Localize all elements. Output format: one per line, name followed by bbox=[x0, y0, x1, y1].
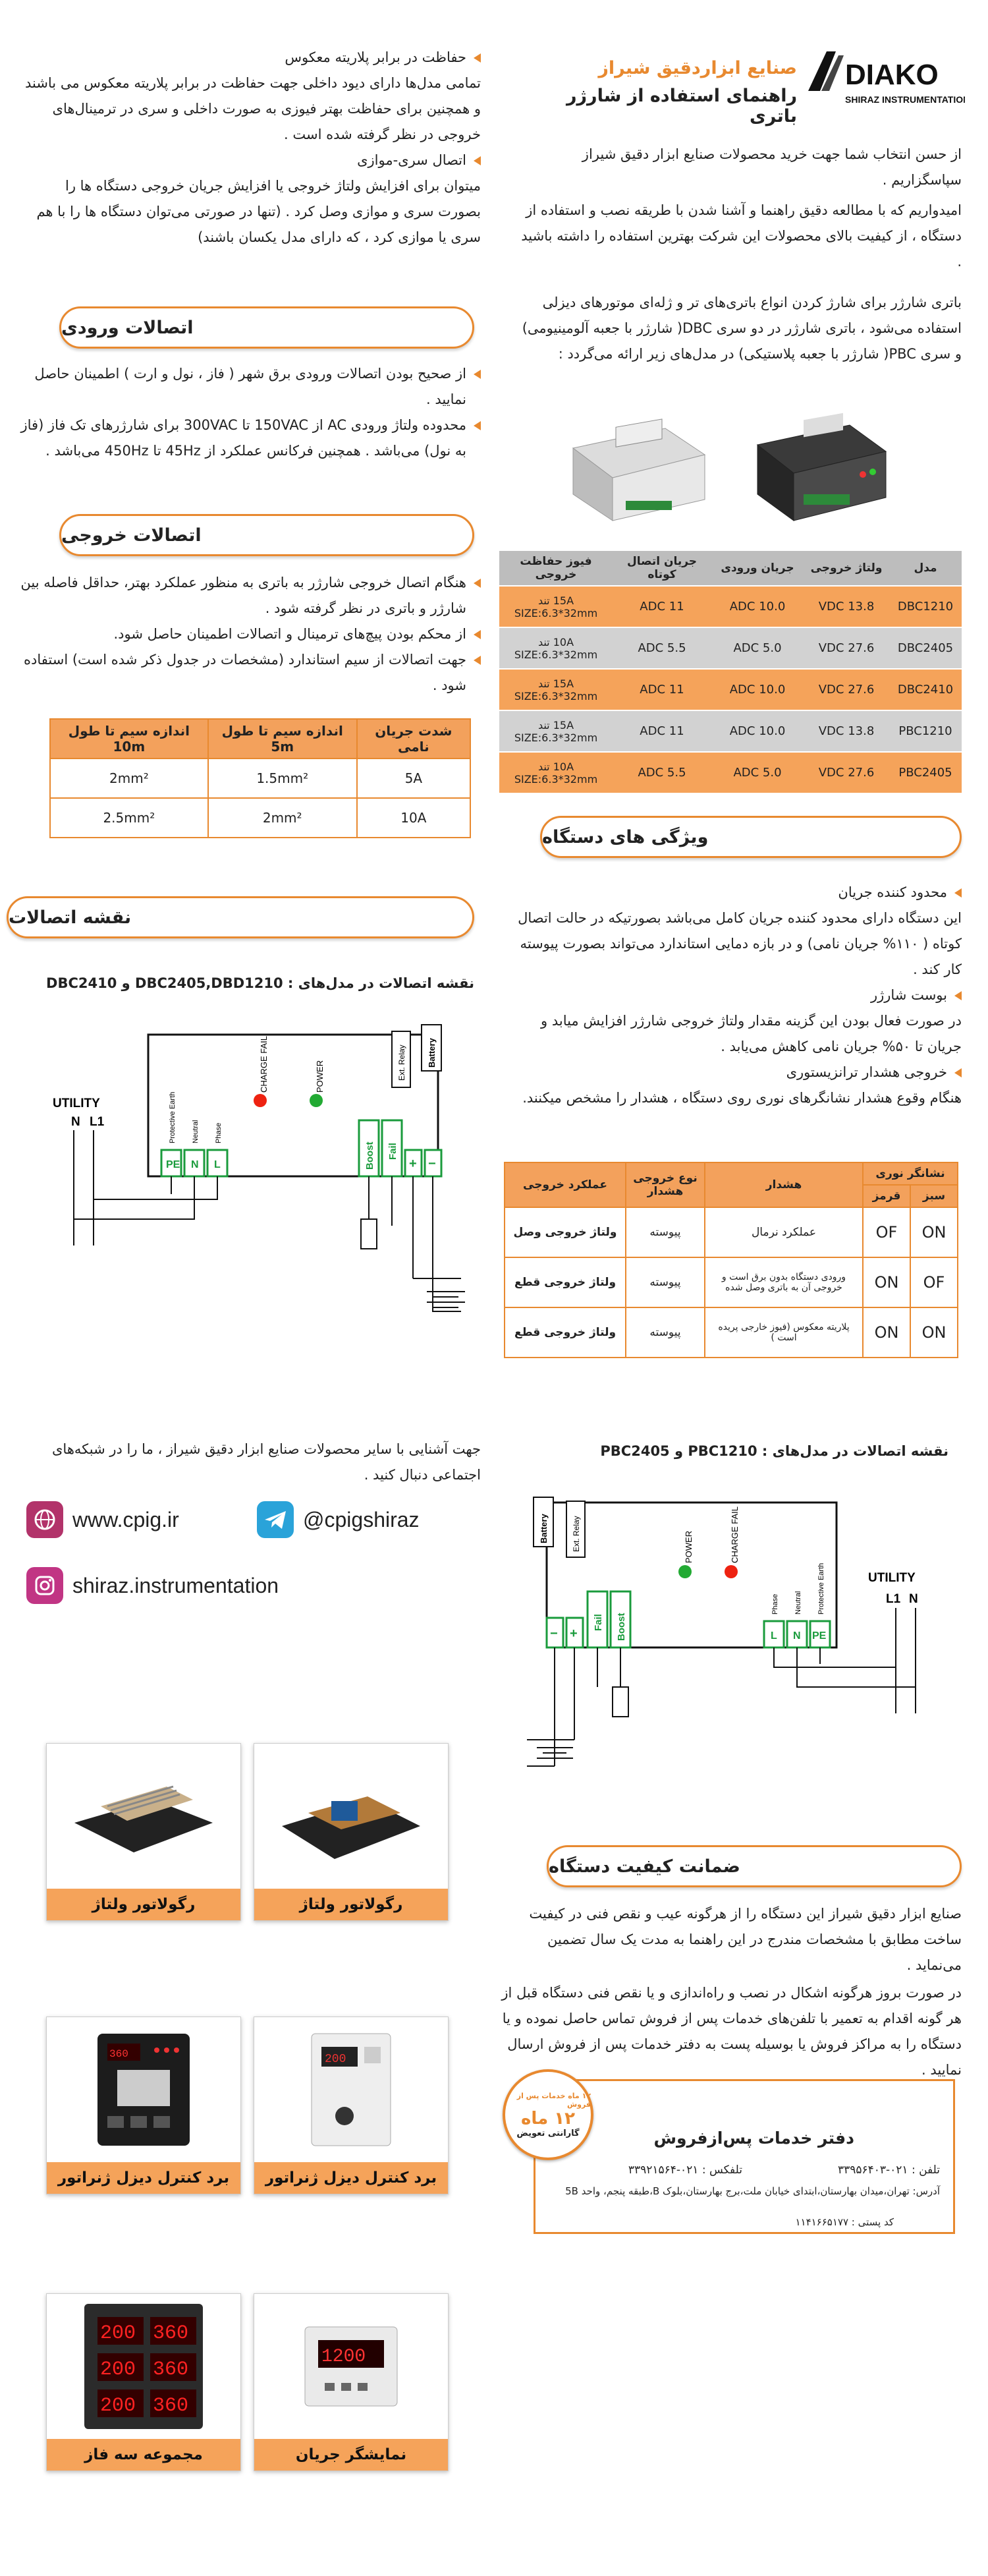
warranty-p1: صنایع ابزار دقیق شیراز این دستگاه را از هرگونه عیب و نقص فنی در کیفیت ساخت مطابق با مشخصات مندرج در این راهنما به مدت یک سال تضمین می‌نماید . bbox=[529, 1906, 962, 1973]
table-row: DBC1210 13.8 VDC 10.0 ADC 11 ADC 15A تند SIZE:6.3*32mm bbox=[499, 586, 962, 627]
svg-text:L: L bbox=[771, 1630, 777, 1642]
svg-text:Fail: Fail bbox=[593, 1614, 604, 1631]
intro-p3: باتری شارژر برای شارژ کردن انواع باتری‌های تر و ژله‌ای موتورهای دیزلی استفاده می‌شود ، باتری شارژر در دو سری DBC( شارژر با جعبه آلومینیومی) و سری PBC( شارژر با جعبه پلاستیکی) در مدل‌های زیر ارائه می‌گردد : bbox=[522, 295, 962, 362]
doc-title: راهنمای استفاده از شارژر باتری bbox=[566, 86, 797, 127]
table-row: 5A 1.5mm² 2mm² bbox=[50, 758, 470, 798]
charger-image-plastic bbox=[738, 395, 896, 534]
svg-text:+: + bbox=[570, 1626, 578, 1641]
service-box bbox=[534, 2079, 955, 2234]
table-row: PBC2405 27.6 VDC 5.0 ADC 5.5 ADC 10A تند SIZE:6.3*32mm bbox=[499, 752, 962, 793]
svg-text:−: − bbox=[550, 1626, 558, 1641]
wiring-diagram-pbc bbox=[514, 1489, 962, 1819]
brand-title: صنایع ابزاردقیق شیراز bbox=[598, 58, 797, 78]
svg-text:N: N bbox=[71, 1115, 80, 1129]
svg-text:Neutral: Neutral bbox=[794, 1591, 802, 1615]
svg-text:UTILITY: UTILITY bbox=[53, 1097, 100, 1110]
service-postal: کد پستی : ۱۱۴۱۶۶۵۱۷۷ bbox=[795, 2216, 894, 2228]
product-card[interactable]: 1200 نمایشگر جریان bbox=[254, 2293, 449, 2471]
output-heading: اتصالات خروجی bbox=[59, 514, 474, 556]
spec-header: فیوز حفاظت خروجی bbox=[499, 551, 613, 586]
svg-text:L: L bbox=[214, 1159, 221, 1170]
svg-text:CHARGE FAIL: CHARGE FAIL bbox=[730, 1506, 740, 1563]
spec-header: ولتاژ خروجی bbox=[804, 551, 889, 586]
table-row: PBC1210 13.8 VDC 10.0 ADC 11 ADC 15A تند SIZE:6.3*32mm bbox=[499, 710, 962, 752]
svg-text:1200: 1200 bbox=[321, 2347, 366, 2367]
spec-header: مدل bbox=[889, 551, 962, 586]
svg-text:POWER: POWER bbox=[315, 1060, 325, 1093]
service-title: دفتر خدمات پس‌ازفروش bbox=[653, 2129, 854, 2148]
social-intro: جهت آشنایی با سایر محصولات صنایع ابزار دقیق شیراز ، ما را در شبکه‌های اجتماعی دنبال کنید . bbox=[51, 1441, 481, 1483]
spec-table bbox=[499, 551, 962, 794]
product-card[interactable]: 200 برد کنترل دیزل ژنراتور bbox=[254, 2017, 449, 2194]
svg-text:200: 200 bbox=[100, 2322, 136, 2345]
product-card[interactable]: رگولاتور ولتاژ bbox=[254, 1743, 449, 1921]
svg-text:200: 200 bbox=[100, 2395, 136, 2417]
svg-text:N: N bbox=[909, 1592, 918, 1606]
svg-text:POWER: POWER bbox=[684, 1530, 694, 1563]
svg-text:200: 200 bbox=[100, 2359, 136, 2381]
logo bbox=[807, 46, 965, 112]
input-heading: اتصالات ورودی bbox=[59, 306, 474, 349]
charger-image-aluminum bbox=[553, 402, 718, 534]
feature-body: این دستگاه دارای محدود کننده جریان کامل می‌باشد بصورتیکه در حالت اتصال کوتاه ( ۱۱۰% جریان نامی) و در بازه دمایی استاندارد می‌تواند بصورت پیوسته کار کند . bbox=[518, 910, 962, 977]
table-row: 10A 2mm² 2.5mm² bbox=[50, 798, 470, 838]
instagram-link[interactable]: shiraz.instrumentation bbox=[26, 1567, 279, 1604]
protection-text bbox=[20, 45, 481, 250]
protection-title: حفاظت در برابر پلاریته معکوس bbox=[20, 45, 481, 71]
wire-table: شدت جریان نامی اندازه سیم تا طول 5m اندازه سیم تا طول 10m 5A 1.5mm² 2mm² 10A 2mm² 2.5mm² bbox=[49, 718, 471, 838]
warranty-heading: ضمانت کیفیت دستگاه bbox=[547, 1845, 962, 1887]
led-table: نشانگر نوری هشدار نوع خروجی هشدار عملکرد خروجی سبز قرمز ON OF عملکرد نرمال پیوسته ولتاژ خروجی وصل OF ON ورودی دستگاه بدون برق است و خروجی آن به باتری وصل شده پیوسته ولتاژ خروجی قطع ON ON پلاریته معکوس (فیوز خارجی پریده است ) پیوسته ولتاژ خروجی قطع bbox=[504, 1162, 958, 1358]
table-row: ON ON پلاریته معکوس (فیوز خارجی پریده است ) پیوسته ولتاژ خروجی قطع bbox=[505, 1307, 958, 1358]
svg-text:PE: PE bbox=[812, 1630, 827, 1642]
table-row: ON OF عملکرد نرمال پیوسته ولتاژ خروجی وصل bbox=[505, 1207, 958, 1257]
connection-caption-pbc: نقشه اتصالات در مدل‌های : PBC1210 و PBC2405 bbox=[600, 1443, 948, 1459]
product-card[interactable]: 360 برد کنترل دیزل ژنراتور bbox=[46, 2017, 241, 2194]
globe-icon bbox=[26, 1501, 63, 1538]
service-address: آدرس: تهران،میدان بهارستان،ابتدای خیابان ملت،برج بهارستان،بلوک B،طبقه پنجم، واحد 5B bbox=[565, 2185, 940, 2197]
svg-text:200: 200 bbox=[325, 2053, 346, 2066]
product-card[interactable]: رگولاتور ولتاژ bbox=[46, 1743, 241, 1921]
spec-header: جریان اتصال کوتاه bbox=[613, 551, 711, 586]
wiring-diagram-dbc bbox=[40, 1021, 474, 1338]
svg-text:PE: PE bbox=[166, 1159, 180, 1170]
product-card[interactable]: 200 360 200 360 200 360 مجموعه سه فاز bbox=[46, 2293, 241, 2471]
connection-caption-dbc: نقشه اتصالات در مدل‌های : DBC2405,DBD1210 و DBC2410 bbox=[46, 975, 474, 991]
feature-title: بوست شارژر bbox=[507, 983, 962, 1008]
svg-text:UTILITY: UTILITY bbox=[868, 1571, 916, 1585]
svg-text:CHARGE FAIL: CHARGE FAIL bbox=[259, 1036, 269, 1093]
svg-text:Ext. Relay: Ext. Relay bbox=[572, 1516, 581, 1552]
warranty-p2: در صورت بروز هرگونه اشکال در نصب و راه‌اندازی و یا نقص فنی دستگاه قبل از هر گونه اقدام به تعمیر با تلفن‌های خدمات پس از فروش تماس حاصل نموده و یا دستگاه را به مراکز فروش یا بوسیله پست به دفتر خدمات پس از فروش ارسال نمایید . bbox=[501, 1985, 962, 2078]
intro-p1: از حسن انتخاب شما جهت خرید محصولات صنایع ابزار دقیق شیراز سپاسگزاریم . bbox=[582, 146, 962, 188]
table-row: DBC2410 27.6 VDC 10.0 ADC 11 ADC 15A تند SIZE:6.3*32mm bbox=[499, 669, 962, 710]
feature-title: خروجی هشدار ترانزیستوری bbox=[507, 1060, 962, 1085]
svg-text:Battery: Battery bbox=[539, 1514, 549, 1543]
service-fax: تلفکس : ۰۲۱-۳۳۹۲۱۵۶۴ bbox=[628, 2163, 742, 2177]
svg-text:+: + bbox=[409, 1157, 417, 1171]
feature-body: در صورت فعال بودن این گزینه مقدار ولتاژ خروجی شارژر افزایش میابد و جریان تا ۵۰% جریان نامی کاهش می‌یابد . bbox=[541, 1013, 962, 1054]
svg-text:Fail: Fail bbox=[387, 1143, 398, 1160]
warranty-badge: ۱۲ ماه خدمات پس از فروش ۱۲ ماه گارانتی تعویض bbox=[503, 2069, 593, 2160]
svg-text:Protective Earth: Protective Earth bbox=[817, 1562, 825, 1615]
svg-text:N: N bbox=[191, 1159, 199, 1170]
table-row: OF ON ورودی دستگاه بدون برق است و خروجی آن به باتری وصل شده پیوسته ولتاژ خروجی قطع bbox=[505, 1257, 958, 1307]
svg-text:360: 360 bbox=[153, 2322, 189, 2345]
intro-p2: امیدواریم که با مطالعه دقیق راهنما و آشنا شدن با طریقه نصب و استفاده از دستگاه ، از کیفیت بالای محصولات این شرکت بهترین استفاده را داشته باشید . bbox=[521, 202, 962, 270]
svg-text:Phase: Phase bbox=[771, 1593, 779, 1615]
input-text: از صحیح بودن اتصالات ورودی برق شهر ( فاز ، نول و ارت ) اطمینان حاصل نمایید . محدوده ولتاژ ورودی AC از 150VAC تا 300VAC برای شارژرهای تک فاز (فاز به نول) می‌باشد . همچنین فرکانس عملکرد از 45Hz تا 450Hz می‌باشد . bbox=[20, 361, 481, 464]
svg-text:Neutral: Neutral bbox=[192, 1120, 200, 1143]
spec-header: جریان ورودی bbox=[711, 551, 804, 586]
series-parallel-title: اتصال سری-موازی bbox=[20, 148, 481, 173]
connection-map-heading: نقشه اتصالات bbox=[7, 896, 474, 938]
svg-text:360: 360 bbox=[153, 2395, 189, 2417]
svg-text:360: 360 bbox=[153, 2359, 189, 2381]
logo-sub: SHIRAZ INSTRUMENTATION bbox=[845, 94, 965, 105]
svg-text:Phase: Phase bbox=[215, 1122, 223, 1143]
svg-text:Protective Earth: Protective Earth bbox=[169, 1091, 177, 1143]
feature-title: محدود کننده جریان bbox=[507, 880, 962, 905]
series-parallel-body: میتوان برای افزایش ولتاژ خروجی یا افزایش جریان خروجی دستگاه ها را بصورت سری و موازی وصل کرد . (تنها در صورتی می‌توان دستگاه ها را با هم سری یا موازی کرد ، که دارای مدل یکسان باشند) bbox=[36, 178, 481, 245]
svg-text:360: 360 bbox=[109, 2048, 128, 2060]
output-text: هنگام اتصال خروجی شارژر به باتری به منظور عملکرد بهتر، حداقل فاصله بین شارژر و باتری در نظر گرفته شود . از محکم بودن پیچ‌های ترمینال و اتصالات اطمینان حاصل شود. جهت اتصالات از سیم استاندارد (مشخصات در جدول ذکر شده است) استفاده شود . bbox=[20, 570, 481, 699]
svg-text:Battery: Battery bbox=[427, 1038, 437, 1068]
website-link[interactable]: www.cpig.ir bbox=[26, 1501, 179, 1538]
service-phone: تلفن : ۰۲۱-۳۳۹۵۶۴۰۳ bbox=[837, 2163, 940, 2177]
logo-text: DIAKO bbox=[845, 59, 939, 91]
instagram-icon bbox=[26, 1567, 63, 1604]
telegram-link[interactable]: @cpigshiraz bbox=[257, 1501, 420, 1538]
svg-text:Boost: Boost bbox=[364, 1141, 375, 1170]
table-row: DBC2405 27.6 VDC 5.0 ADC 5.5 ADC 10A تند SIZE:6.3*32mm bbox=[499, 627, 962, 669]
feature-body: هنگام وقوع هشدار نشانگرهای نوری روی دستگاه ، هشدار را مشخص میکنند. bbox=[522, 1090, 962, 1106]
svg-text:L1: L1 bbox=[886, 1592, 901, 1606]
svg-text:Ext. Relay: Ext. Relay bbox=[397, 1045, 406, 1081]
features-text bbox=[507, 880, 962, 1111]
telegram-icon bbox=[257, 1501, 294, 1538]
svg-text:−: − bbox=[428, 1157, 436, 1171]
svg-text:L1: L1 bbox=[90, 1115, 105, 1129]
features-heading: ویژگی های دستگاه bbox=[540, 816, 962, 858]
svg-text:Boost: Boost bbox=[616, 1613, 627, 1641]
svg-text:N: N bbox=[793, 1630, 801, 1642]
protection-body: تمامی مدل‌ها دارای دیود داخلی جهت حفاظت در برابر پلاریته معکوس می باشند و همچنین برای حفاظت بهتر فیوزی به صورت داخلی و سری در ترمینال‌های خروجی در نظر گرفته شده است . bbox=[24, 75, 481, 142]
